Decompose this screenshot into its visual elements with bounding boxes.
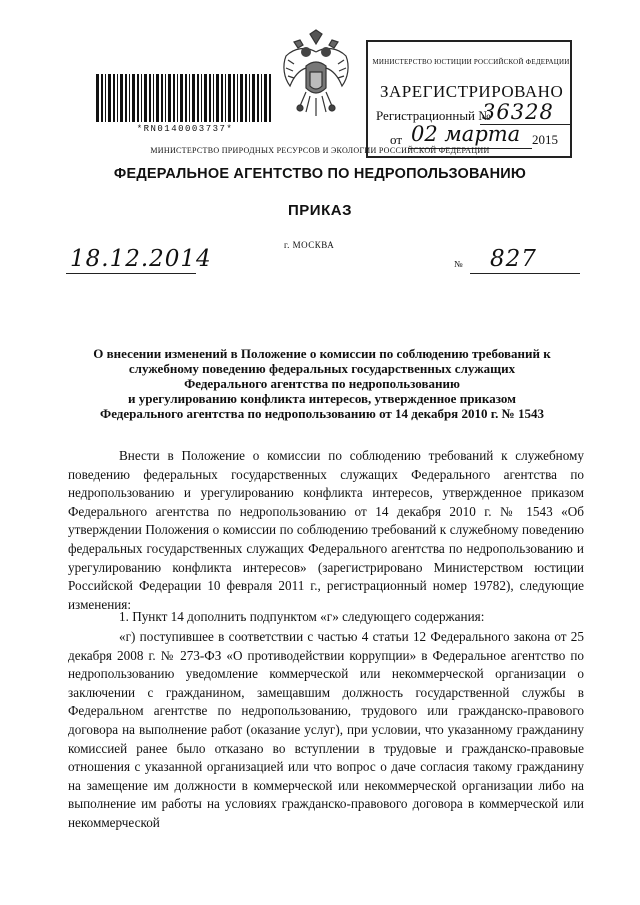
barcode-bar	[117, 74, 118, 122]
body-paragraph-1: Внести в Положение о комиссии по соблюдению требований к служебному поведению федеральных государственных служащих Федерального агентства по недропользованию и урегулированию конфликта интересов, утвержденное приказом Федерального агентства по недропользованию от 14 декабря 2010 г. № 1543 «Об утверждении Положения о комиссии по соблюдению требований к служебному поведению федеральных государственных служащих Федерального агентства по недропользованию и урегулированию конфликта интересов» (зарегистрировано Министерством юстиции Российской Федерации 10 февраля 2011 г., регистрационный номер 19782), следующие изменения:	[68, 448, 584, 612]
barcode-bar	[137, 74, 139, 122]
barcode-bar	[228, 74, 231, 122]
barcode-bar	[149, 74, 151, 122]
barcode-bar	[113, 74, 115, 122]
body-paragraph-3: «г) поступившее в соответствии с частью 4 статьи 12 Федерального закона от 25 декабря 2008 г. № 273-ФЗ «О противодействии коррупции» в Федеральное агентство по недропользованию уведомление коммерческой или некоммерческой организации о заключении с гражданином, замещавшим должность государственной службы в Федеральном агентстве по недропользованию, трудового или гражданско-правового договора на выполнение работ (оказание услуг), при условии, что указанному гражданину комиссией ранее было отказано во вступлении в трудовые и гражданско-правовые отношения с указанной организацией или что вопрос о даче согласия такому гражданину на замещение им должности в коммерческой или некоммерческой организации либо на выполнение им работы на условиях гражданско-правового договора в коммерческой или некоммерческой	[68, 629, 584, 830]
barcode-bar	[197, 74, 199, 122]
barcode-bar	[233, 74, 235, 122]
barcode-bar	[237, 74, 238, 122]
barcode-bar	[216, 74, 219, 122]
barcode-bar	[252, 74, 255, 122]
number-underline	[470, 273, 580, 274]
barcode-bar	[132, 74, 135, 122]
barcode-bar	[245, 74, 247, 122]
barcode-bar	[144, 74, 147, 122]
barcode-bar	[96, 74, 99, 122]
heading-line: Федерального агентства по недропользованию от 14 декабря 2010 г. № 1543	[100, 406, 544, 421]
stamp-title: ЗАРЕГИСТРИРОВАНО	[380, 82, 564, 101]
barcode-bar	[156, 74, 159, 122]
stamp-year: 2015	[532, 132, 558, 147]
barcode-bar	[225, 74, 226, 122]
barcode-bar	[180, 74, 183, 122]
barcode-bar	[201, 74, 202, 122]
barcode-bar	[192, 74, 195, 122]
barcode-bar	[177, 74, 178, 122]
stamp-date-value: 02 марта	[411, 122, 521, 146]
barcode-bar	[125, 74, 127, 122]
stamp-date-prefix: от	[390, 132, 403, 147]
barcode-bar	[269, 74, 271, 122]
heading-line: Федерального агентства по недропользованию	[184, 376, 460, 391]
barcode-bar	[168, 74, 171, 122]
date-underline	[66, 273, 196, 274]
agency-name: ФЕДЕРАЛЬНОЕ АГЕНТСТВО ПО НЕДРОПОЛЬЗОВАНИЮ	[113, 166, 527, 182]
barcode-bar	[249, 74, 250, 122]
heading-line: служебному поведению федеральных государственных служащих	[128, 361, 516, 376]
barcode-bar	[257, 74, 259, 122]
barcode-bar	[261, 74, 262, 122]
stamp-reg-label: Регистрационный №	[376, 108, 491, 123]
barcode-bar	[101, 74, 103, 122]
document-number-label: №	[454, 259, 463, 269]
barcode-bar	[161, 74, 163, 122]
barcode-bar	[108, 74, 111, 122]
stamp-reg-number: 36328	[482, 100, 554, 124]
city: г. МОСКВА	[284, 240, 335, 250]
body-paragraph-2: 1. Пункт 14 дополнить подпунктом «г» следующего содержания:	[119, 609, 485, 624]
barcode-bar	[165, 74, 166, 122]
barcode-bar	[221, 74, 223, 122]
barcode-bar	[213, 74, 214, 122]
document-date: 18.12.2014	[70, 246, 212, 272]
order-heading	[64, 346, 580, 421]
barcode-bar	[120, 74, 123, 122]
barcode-bar	[173, 74, 175, 122]
barcode-number: *RN0140003737*	[136, 124, 234, 134]
barcode-bar	[189, 74, 190, 122]
barcode-bar	[129, 74, 130, 122]
barcode-bar	[105, 74, 106, 122]
barcode-bar	[153, 74, 154, 122]
heading-line: О внесении изменений в Положение о комиссии по соблюдению требований к	[93, 346, 551, 361]
barcode-bar	[141, 74, 142, 122]
barcode-bar	[204, 74, 207, 122]
barcode	[96, 74, 272, 122]
state-emblem-icon	[276, 26, 356, 122]
stamp-ministry: МИНИСТЕРСТВО ЮСТИЦИИ РОССИЙСКОЙ ФЕДЕРАЦИИ	[372, 58, 570, 66]
barcode-bar	[185, 74, 187, 122]
barcode-bar	[264, 74, 267, 122]
barcode-bar	[209, 74, 211, 122]
barcode-bar	[240, 74, 243, 122]
document-type: ПРИКАЗ	[288, 202, 352, 219]
ministry-name: МИНИСТЕРСТВО ПРИРОДНЫХ РЕСУРСОВ И ЭКОЛОГИИ РОССИЙСКОЙ ФЕДЕРАЦИИ	[150, 146, 490, 155]
heading-line: и урегулированию конфликта интересов, утвержденное приказом	[128, 391, 516, 406]
document-number: 827	[490, 246, 537, 272]
